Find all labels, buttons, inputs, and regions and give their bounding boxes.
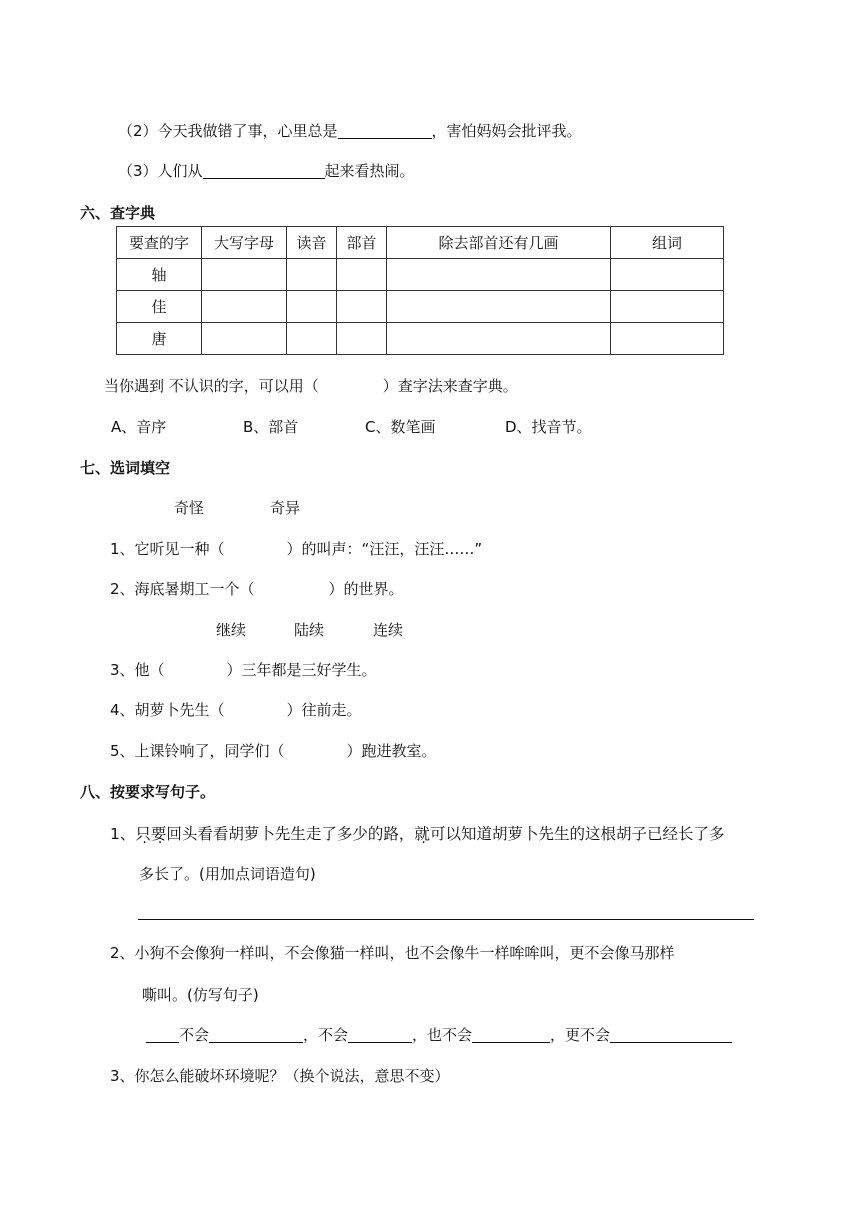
sentence-2-line-2: 嘶叫。(仿写句子) xyxy=(142,986,259,1004)
answer-cell[interactable] xyxy=(337,291,387,323)
fill-q3-blank[interactable] xyxy=(203,162,325,179)
q2-post: ）的世界。 xyxy=(328,580,404,598)
dotted-char: 只 xyxy=(135,825,151,843)
section-8-title: 八、按要求写句子。 xyxy=(80,783,216,801)
answer-cell[interactable] xyxy=(337,259,387,291)
q3-pre: 3、他（ xyxy=(110,661,165,679)
lookup-method-question xyxy=(104,376,518,396)
dotted-char: 就 xyxy=(414,825,430,843)
table-row xyxy=(117,323,724,355)
q4-post: ）往前走。 xyxy=(286,701,362,719)
answer-cell[interactable] xyxy=(202,323,287,355)
answer-cell[interactable] xyxy=(611,259,724,291)
imitation-word-2: ，不会 xyxy=(303,1026,349,1044)
answer-cell[interactable] xyxy=(287,259,337,291)
imitation-blank-1[interactable] xyxy=(146,1026,179,1043)
header-capital: 大写字母 xyxy=(202,227,287,259)
answer-cell[interactable] xyxy=(202,259,287,291)
imitation-template xyxy=(146,1025,732,1045)
lookup-question-post: ）查字法来查字典。 xyxy=(382,377,518,395)
table-header-row xyxy=(117,227,724,259)
q4-pre: 4、胡萝卜先生（ xyxy=(110,701,225,719)
q3-post: ）三年都是三好学生。 xyxy=(226,661,377,679)
imitation-blank-2[interactable] xyxy=(209,1026,303,1043)
q2-pre: 2、海底暑期工一个（ xyxy=(110,580,255,598)
option-a[interactable]: A、音序 xyxy=(111,418,167,436)
choice-question-4 xyxy=(110,700,362,720)
word-choice-2: 奇异 xyxy=(270,499,301,517)
imitation-blank-3[interactable] xyxy=(348,1026,412,1043)
fill-question-3 xyxy=(118,161,415,181)
imitation-word-1: 不会 xyxy=(179,1026,210,1044)
option-d[interactable]: D、找音节。 xyxy=(505,418,592,436)
header-pronunciation: 读音 xyxy=(287,227,337,259)
option-c[interactable]: C、数笔画 xyxy=(365,418,436,436)
choice-question-2 xyxy=(110,579,404,599)
word-choice-1: 奇怪 xyxy=(174,499,205,517)
dotted-char: 要 xyxy=(150,825,167,843)
q1-post: ）的叫声：“汪汪，汪汪……” xyxy=(286,540,483,558)
section-7-title: 七、选词填空 xyxy=(80,459,171,477)
word-choice-5: 连续 xyxy=(373,621,404,639)
imitation-blank-4[interactable] xyxy=(472,1026,550,1043)
answer-cell[interactable] xyxy=(287,323,337,355)
answer-cell[interactable] xyxy=(387,323,611,355)
imitation-word-3: ，也不会 xyxy=(412,1026,473,1044)
answer-cell[interactable] xyxy=(287,291,337,323)
s1-rest: 可以知道胡萝卜先生的这根胡子已经长了多 xyxy=(429,825,725,843)
sentence-3: 3、你怎么能破坏环境呢？（换个说法，意思不变） xyxy=(110,1067,450,1085)
header-char: 要查的字 xyxy=(117,227,202,259)
fill-q2-pre: （2）今天我做错了事，心里总是 xyxy=(118,122,338,140)
fill-question-2 xyxy=(118,121,582,141)
sentence-2-line-1: 2、小狗不会像狗一样叫，不会像猫一样叫，也不会像牛一样哞哞叫，更不会像马那样 xyxy=(110,944,675,962)
section-6-title: 六、查字典 xyxy=(80,204,156,222)
s1-mid: 回头看看胡萝卜先生走了多少的路， xyxy=(166,825,415,843)
answer-cell[interactable] xyxy=(387,259,611,291)
row-char: 佳 xyxy=(117,291,202,323)
imitation-blank-5[interactable] xyxy=(610,1026,732,1043)
choice-question-5 xyxy=(110,741,437,761)
row-char: 轴 xyxy=(117,259,202,291)
row-char: 唐 xyxy=(117,323,202,355)
lookup-question-pre: 当你遇到 不认识的字，可以用（ xyxy=(104,377,319,395)
sentence-1-line-1 xyxy=(110,824,724,844)
q5-post: ）跑进教室。 xyxy=(346,742,437,760)
choice-question-1 xyxy=(110,539,482,559)
answer-cell[interactable] xyxy=(337,323,387,355)
header-radical: 部首 xyxy=(337,227,387,259)
answer-cell[interactable] xyxy=(611,323,724,355)
answer-cell[interactable] xyxy=(387,291,611,323)
fill-q3-post: 起来看热闹。 xyxy=(324,162,415,180)
fill-q3-pre: （3）人们从 xyxy=(118,162,203,180)
word-choice-3: 继续 xyxy=(216,621,247,639)
table-row xyxy=(117,291,724,323)
dictionary-table xyxy=(116,226,724,355)
q1-pre: 1、它听见一种（ xyxy=(110,540,225,558)
s1-number: 1、 xyxy=(110,825,136,843)
answer-cell[interactable] xyxy=(202,291,287,323)
choice-question-3 xyxy=(110,660,377,680)
header-strokes: 除去部首还有几画 xyxy=(387,227,611,259)
table-row xyxy=(117,259,724,291)
sentence-1-line-2: 多长了。(用加点词语造句) xyxy=(139,865,316,883)
fill-q2-blank[interactable] xyxy=(338,122,432,139)
option-b[interactable]: B、部首 xyxy=(243,418,299,436)
answer-line-1[interactable] xyxy=(138,919,754,920)
fill-q2-post: ，害怕妈妈会批评我。 xyxy=(431,122,582,140)
header-words: 组词 xyxy=(611,227,724,259)
q5-pre: 5、上课铃响了，同学们（ xyxy=(110,742,285,760)
imitation-word-4: ，更不会 xyxy=(550,1026,611,1044)
answer-cell[interactable] xyxy=(611,291,724,323)
word-choice-4: 陆续 xyxy=(294,621,325,639)
